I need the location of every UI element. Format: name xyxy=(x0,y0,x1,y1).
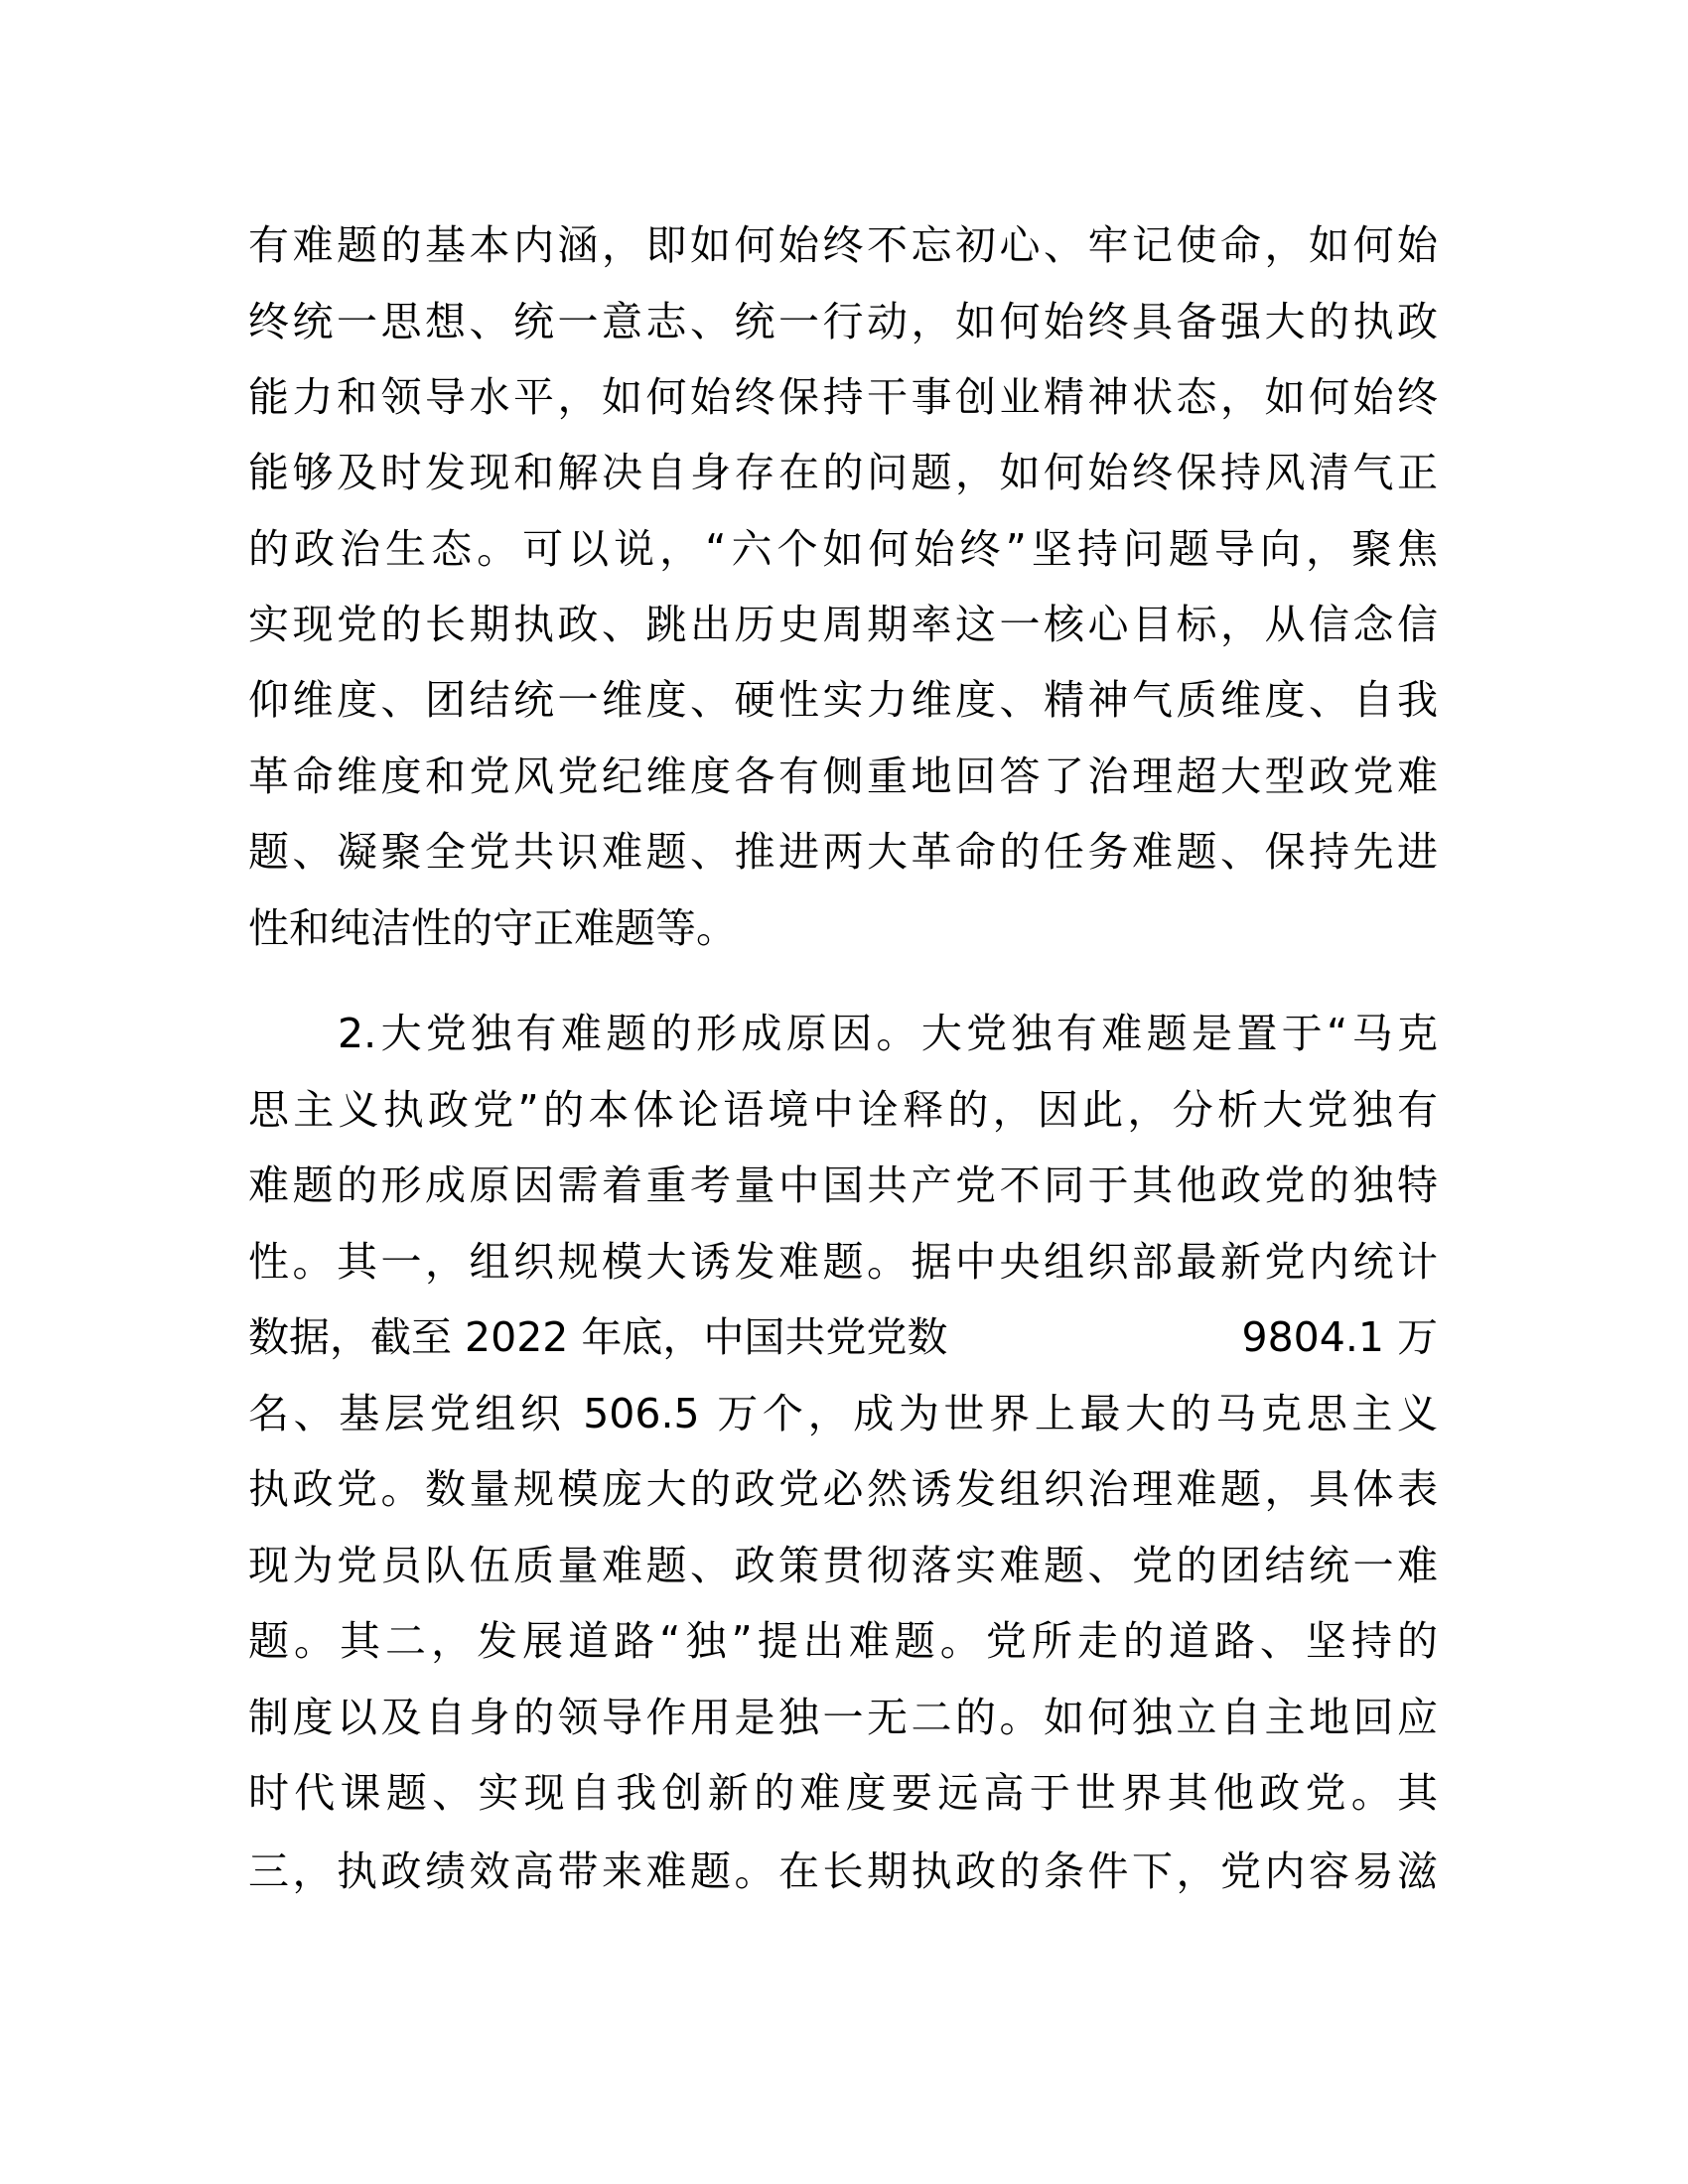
paragraph-line: 能力和领导水平，如何始终保持干事创业精神状态，如何始终 xyxy=(248,373,1438,421)
paragraph-line: 名、基层党组织 506.5 万个，成为世界上最大的马克思主义 xyxy=(248,1390,1438,1437)
statistics-line-lead: 数据，截至 2022 年底，中国共党党数 xyxy=(248,1313,948,1361)
paragraph-line: 执政党。数量规模庞大的政党必然诱发组织治理难题，具体表 xyxy=(248,1465,1438,1513)
paragraph-first-line-indented: 2.大党独有难题的形成原因。大党独有难题是置于“马克 xyxy=(338,1010,1438,1057)
paragraph-line: 仰维度、团结统一维度、硬性实力维度、精神气质维度、自我 xyxy=(248,676,1438,724)
paragraph-line: 时代课题、实现自我创新的难度要远高于世界其他政党。其 xyxy=(248,1769,1438,1817)
paragraph-line: 题、凝聚全党共识难题、推进两大革命的任务难题、保持先进 xyxy=(248,828,1438,876)
paragraph-line-last: 性和纯洁性的守正难题等。 xyxy=(248,904,737,952)
paragraph-line: 难题的形成原因需着重考量中国共产党不同于其他政党的独特 xyxy=(248,1161,1438,1209)
paragraph-line: 有难题的基本内涵，即如何始终不忘初心、牢记使命，如何始 xyxy=(248,221,1438,269)
paragraph-line: 性。其一，组织规模大诱发难题。据中央组织部最新党内统计 xyxy=(248,1238,1438,1286)
paragraph-line: 思主义执政党”的本体论语境中诠释的，因此，分析大党独有 xyxy=(248,1086,1438,1134)
paragraph-line: 现为党员队伍质量难题、政策贯彻落实难题、党的团结统一难 xyxy=(248,1542,1438,1589)
paragraph-line: 的政治生态。可以说，“六个如何始终”坚持问题导向，聚焦 xyxy=(248,525,1438,573)
paragraph-line: 能够及时发现和解决自身存在的问题，如何始终保持风清气正 xyxy=(248,449,1438,496)
paragraph-line: 革命维度和党风党纪维度各有侧重地回答了治理超大型政党难 xyxy=(248,752,1438,800)
paragraph-line: 题。其二，发展道路“独”提出难题。党所走的道路、坚持的 xyxy=(248,1617,1438,1665)
party-member-count: 9804.1 万 xyxy=(1241,1313,1438,1361)
paragraph-line: 实现党的长期执政、跳出历史周期率这一核心目标，从信念信 xyxy=(248,601,1438,648)
statistics-line xyxy=(248,1307,1438,1367)
paragraph-line: 三，执政绩效高带来难题。在长期执政的条件下，党内容易滋 xyxy=(248,1847,1438,1895)
paragraph-line: 终统一思想、统一意志、统一行动，如何始终具备强大的执政 xyxy=(248,298,1438,345)
paragraph-line: 制度以及自身的领导作用是独一无二的。如何独立自主地回应 xyxy=(248,1694,1438,1741)
